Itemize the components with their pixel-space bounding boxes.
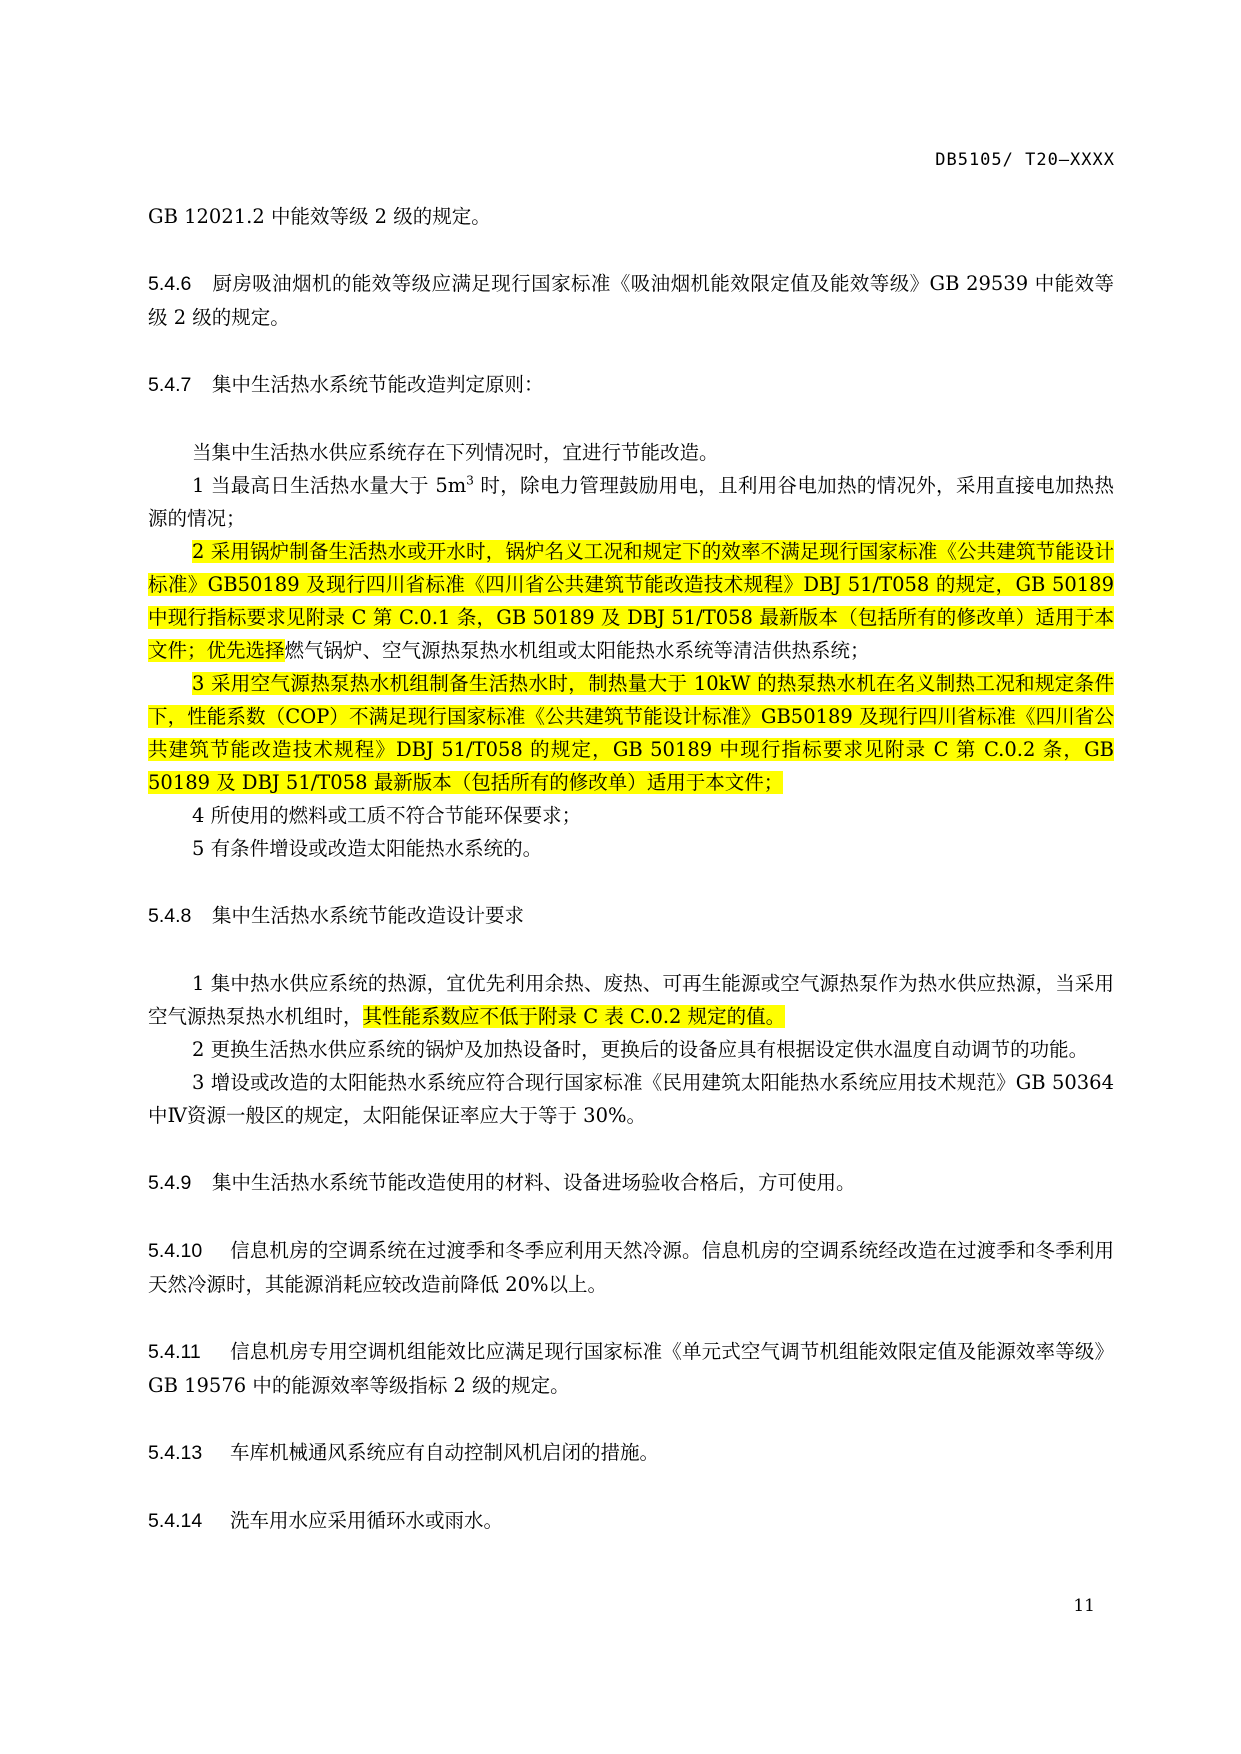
clause-text: 厨房吸油烟机的能效等级应满足现行国家标准《吸油烟机能效限定值及能效等级》GB 29539 中能效等级 2 级的规定。 [148, 272, 1114, 329]
document-code-header: DB5105/ T20—XXXX [935, 150, 1115, 170]
clause-5-4-8-item-3: 3 增设或改造的太阳能热水系统应符合现行国家标准《民用建筑太阳能热水系统应用技术规范》GB 50364 中Ⅳ资源一般区的规定，太阳能保证率应大于等于 30%。 [148, 1071, 1114, 1127]
clause-5-4-14 [148, 1504, 1114, 1538]
superscript: 3 [466, 473, 474, 488]
clause-number: 5.4.14 [148, 1510, 203, 1532]
clause-text: 车库机械通风系统应有自动控制风机启闭的措施。 [230, 1441, 660, 1464]
clause-5-4-7-intro: 当集中生活热水供应系统存在下列情况时，宜进行节能改造。 [192, 441, 719, 464]
item-text: 燃气锅炉、空气源热泵热水机组或太阳能热水系统等清洁供热系统； [284, 639, 870, 662]
item-text: 1 当最高日生活热水量大于 5m [192, 474, 467, 497]
page-content [148, 200, 1114, 1538]
clause-text: 信息机房的空调系统在过渡季和冬季应利用天然冷源。信息机房的空调系统经改造在过渡季和冬季利用天然冷源时，其能源消耗应较改造前降低 20%以上。 [148, 1239, 1114, 1296]
clause-text: 集中生活热水系统节能改造使用的材料、设备进场验收合格后，方可使用。 [212, 1171, 856, 1194]
clause-number: 5.4.11 [148, 1341, 201, 1363]
clause-number: 5.4.6 [148, 273, 192, 295]
clause-5-4-7-item-3 [148, 667, 1114, 799]
continuation-line: GB 12021.2 中能效等级 2 级的规定。 [148, 205, 491, 228]
clause-text: 集中生活热水系统节能改造设计要求 [212, 904, 525, 927]
clause-5-4-13 [148, 1436, 1114, 1470]
clause-5-4-7-item-5: 5 有条件增设或改造太阳能热水系统的。 [192, 837, 543, 860]
clause-number: 5.4.8 [148, 905, 192, 927]
clause-5-4-10 [148, 1234, 1114, 1301]
clause-number: 5.4.9 [148, 1172, 192, 1194]
clause-text: 集中生活热水系统节能改造判定原则： [212, 373, 544, 396]
clause-5-4-11 [148, 1335, 1114, 1402]
item-text: 1 集中热水供应系统的热源，宜优先利用余热、废热、可再生能源或空气源热泵作为热水供应热源，当采用空气源热泵热水机组时， [148, 972, 1114, 1028]
clause-5-4-7-item-4: 4 所使用的燃料或工质不符合节能环保要求； [192, 804, 582, 827]
clause-number: 5.4.13 [148, 1442, 203, 1464]
clause-text: 信息机房专用空调机组能效比应满足现行国家标准《单元式空气调节机组能效限定值及能源效率等级》GB 19576 中的能源效率等级指标 2 级的规定。 [148, 1340, 1114, 1397]
highlighted-text: 2 采用锅炉制备生活热水或开水时，锅炉名义工况和规定下的效率不满足现行国家标准《公共建筑节能设计标准》GB50189 及现行四川省标准《四川省公共建筑节能改造技术规程》DBJ 51/T058 的规定，GB 50189 中现行指标要求见附录 C 第 C.0.1 条，GB 50189 及 DBJ 51/T058 最新版本（包括所有的修改单）适用于本文件；优先选择 [148, 540, 1114, 662]
clause-5-4-8-item-2: 2 更换生活热水供应系统的锅炉及加热设备时，更换后的设备应具有根据设定供水温度自动调节的功能。 [192, 1038, 1089, 1061]
clause-5-4-7-item-2 [148, 535, 1114, 667]
item-text-cont: 时，除电力管理鼓励用电，且利用谷电加热的情况外，采用直接电加热热源的情况； [148, 474, 1114, 530]
clause-number: 5.4.7 [148, 374, 192, 396]
highlighted-text: 3 采用空气源热泵热水机组制备生活热水时，制热量大于 10kW 的热泵热水机在名义制热工况和规定条件下，性能系数（COP）不满足现行国家标准《公共建筑节能设计标准》GB50189 及现行四川省标准《四川省公共建筑节能改造技术规程》DBJ 51/T058 的规定，GB 50189 中现行指标要求见附录 C 第 C.0.2 条，GB 50189 及 DBJ 51/T058 最新版本（包括所有的修改单）适用于本文件； [148, 672, 1114, 794]
clause-number: 5.4.10 [148, 1240, 203, 1262]
clause-5-4-8-item-1 [148, 967, 1114, 1033]
clause-5-4-7 [148, 368, 1114, 402]
highlighted-text: 其性能系数应不低于附录 C 表 C.0.2 规定的值。 [362, 1005, 786, 1028]
clause-5-4-6 [148, 267, 1114, 334]
page-number: 11 [1073, 1596, 1095, 1616]
clause-5-4-7-item-1 [148, 469, 1114, 535]
clause-5-4-8 [148, 899, 1114, 933]
clause-5-4-9 [148, 1166, 1114, 1200]
clause-text: 洗车用水应采用循环水或雨水。 [230, 1509, 504, 1532]
